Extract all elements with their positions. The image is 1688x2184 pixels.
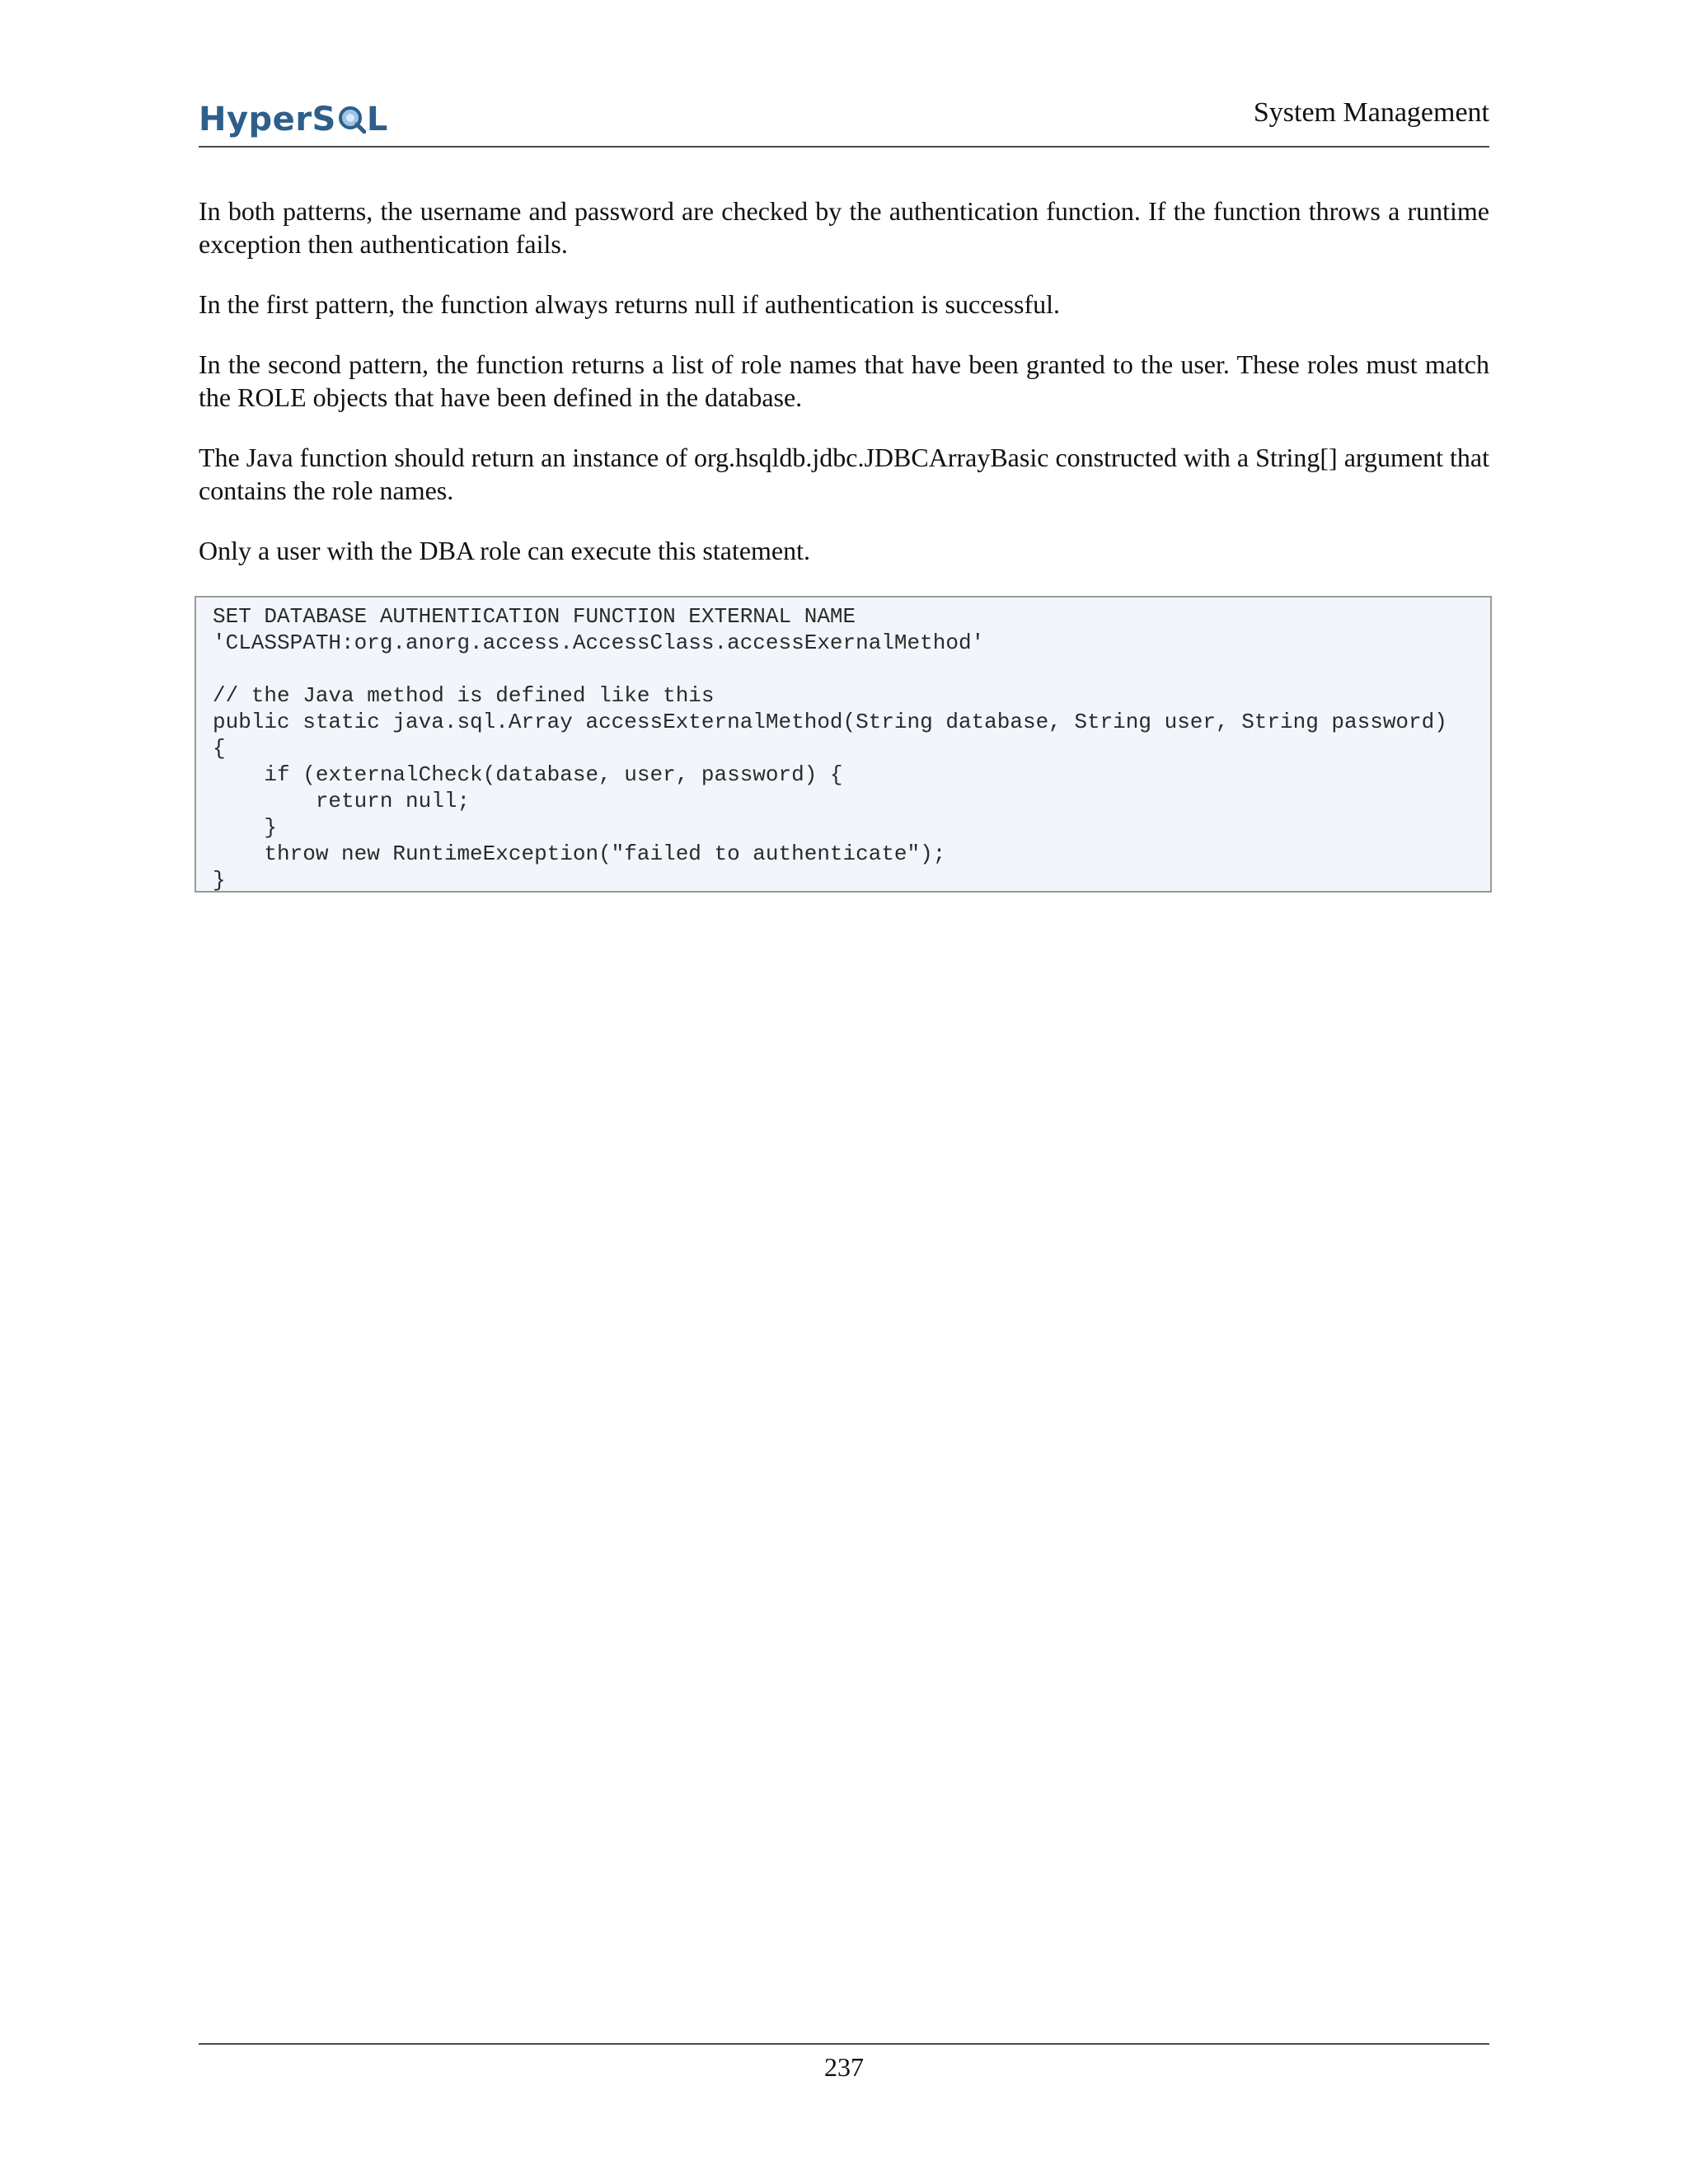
code-line: 'CLASSPATH:org.anorg.access.AccessClass.accessExernalMethod'	[213, 630, 985, 655]
code-line: throw new RuntimeException("failed to authenticate");	[213, 841, 946, 866]
logo-q-magnifier-icon	[338, 105, 366, 134]
page-body	[199, 194, 1489, 594]
page-number: 237	[824, 2052, 864, 2082]
paragraph-first-pattern: In the first pattern, the function always returns null if authentication is successful.	[199, 289, 1061, 319]
code-line: // the Java method is defined like this	[213, 683, 715, 708]
code-line: SET DATABASE AUTHENTICATION FUNCTION EXTERNAL NAME	[213, 604, 856, 629]
paragraph-authentication-patterns: In both patterns, the username and password are checked by the authentication function. If the function throws a runtime exception then authentication fails.	[199, 196, 1489, 259]
code-line: }	[213, 868, 226, 893]
footer-divider	[199, 2043, 1489, 2045]
code-line: }	[213, 815, 278, 840]
header-divider	[199, 146, 1489, 148]
code-line: if (externalCheck(database, user, password) {	[213, 762, 843, 787]
section-title: System Management	[1253, 97, 1489, 128]
code-line	[213, 656, 1490, 682]
code-line: return null;	[213, 789, 471, 813]
code-line: public static java.sql.Array accessExternalMethod(String database, String user, String password)	[213, 710, 1447, 734]
hypersql-logo	[199, 99, 388, 140]
paragraph-second-pattern: In the second pattern, the function returns a list of role names that have been granted to the user. These roles must match the ROLE objects that have been defined in the database.	[199, 349, 1489, 412]
paragraph-dba-role: Only a user with the DBA role can execute this statement.	[199, 536, 811, 565]
paragraph-java-function: The Java function should return an instance of org.hsqldb.jdbc.JDBCArrayBasic constructed with a String[] argument that contains the role names.	[199, 443, 1489, 505]
logo-text-right: L	[366, 101, 388, 138]
code-line: {	[213, 736, 226, 761]
page-header	[199, 89, 1489, 148]
logo-text-left: HyperS	[199, 101, 336, 138]
code-example	[195, 596, 1492, 893]
